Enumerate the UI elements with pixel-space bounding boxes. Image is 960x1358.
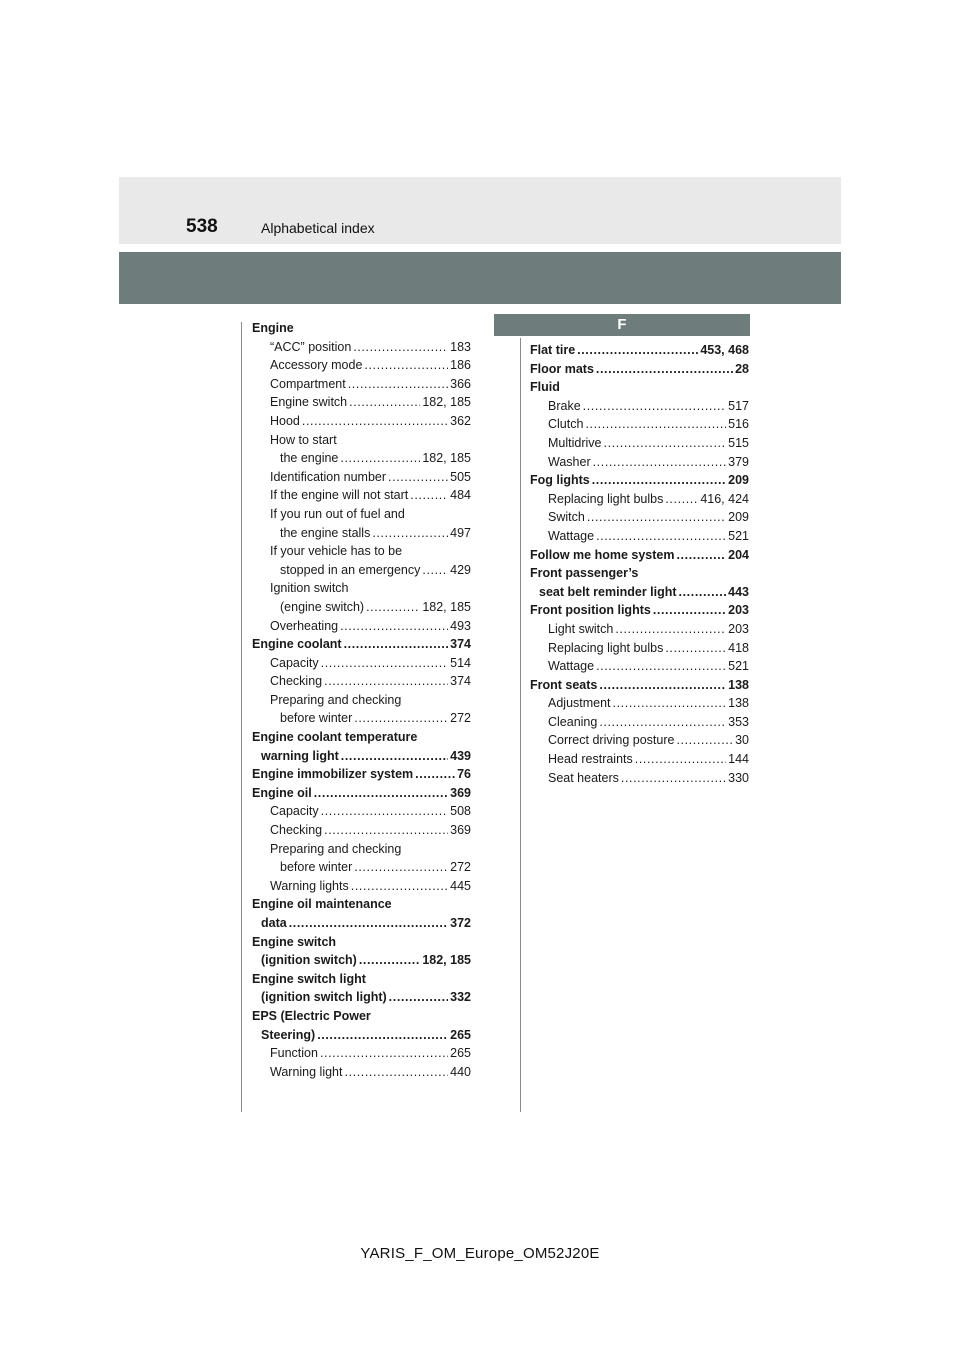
index-entry-page: 508 (450, 804, 471, 819)
index-entry-term: Washer (548, 454, 591, 469)
index-entry-term: Engine (252, 321, 294, 335)
dot-leader (583, 397, 726, 416)
index-entry (252, 728, 471, 747)
index-entry-term: Engine switch (252, 934, 337, 949)
index-column-left (252, 319, 471, 1081)
index-entry-term: If you run out of fuel and (270, 506, 405, 521)
index-entry (252, 840, 471, 859)
index-entry-term: Head restraints (548, 752, 633, 767)
index-entry (252, 988, 471, 1007)
dot-leader (621, 769, 726, 788)
index-entry (530, 341, 749, 360)
index-entry-term: Overheating (270, 618, 339, 633)
index-entry (530, 583, 749, 602)
index-entry-page: 369 (450, 785, 471, 800)
dot-leader (587, 508, 726, 527)
dot-leader (353, 338, 448, 357)
index-entry-page: 138 (728, 696, 749, 711)
index-entry-term: Engine switch light (252, 971, 366, 986)
index-entry (252, 933, 471, 952)
index-entry (530, 694, 749, 713)
index-entry-term: Wattage (548, 528, 595, 543)
index-entry (252, 654, 471, 673)
index-entry (252, 319, 471, 338)
dot-leader (324, 821, 448, 840)
index-entry-term: Engine oil (252, 785, 312, 800)
dot-leader (372, 524, 448, 543)
index-entry-term: the engine (280, 451, 339, 466)
dot-leader (388, 468, 448, 487)
index-entry-page: 272 (450, 860, 471, 875)
index-entry-term: Replacing light bulbs (548, 491, 664, 506)
index-entry-page: 353 (728, 714, 749, 729)
index-entry-term: Seat heaters (548, 770, 619, 785)
dot-leader (344, 635, 449, 654)
index-entry (252, 468, 471, 487)
index-entry-page: 379 (728, 454, 749, 469)
index-entry-term: Engine immobilizer system (252, 767, 414, 782)
index-entry-page: 203 (728, 621, 749, 636)
index-entry (252, 970, 471, 989)
index-entry (252, 1007, 471, 1026)
index-entry-term: data (261, 916, 287, 930)
index-entry-page: 372 (450, 916, 471, 930)
index-entry (252, 486, 471, 505)
dot-leader (415, 765, 455, 784)
index-entry (530, 639, 749, 658)
index-entry-page: 497 (450, 525, 471, 540)
dot-leader (317, 1026, 448, 1045)
header-band (119, 177, 841, 244)
index-entry-term: Wattage (548, 659, 595, 674)
dot-leader (596, 657, 726, 676)
index-entry (252, 542, 471, 561)
dot-leader (364, 356, 448, 375)
index-entry (252, 1026, 471, 1045)
index-entry (530, 360, 749, 379)
index-entry-page: 28 (735, 361, 749, 376)
dot-leader (410, 486, 448, 505)
index-entry-term: stopped in an emergency (280, 562, 421, 577)
index-entry (252, 821, 471, 840)
dot-leader (348, 375, 448, 394)
dot-leader (665, 639, 726, 658)
dot-leader (635, 750, 726, 769)
index-entry-term: Engine switch (270, 395, 348, 410)
index-entry-term: Engine oil maintenance (252, 897, 392, 912)
dot-leader (349, 393, 420, 412)
index-entry-page: 30 (735, 733, 749, 748)
index-entry-page: 138 (728, 677, 749, 692)
index-entry-term: How to start (270, 432, 337, 447)
dot-leader (351, 877, 448, 896)
index-entry (252, 895, 471, 914)
index-entry-term: Correct driving posture (548, 733, 675, 748)
left-column-rule (241, 322, 242, 1112)
index-entry-page: 521 (728, 659, 749, 674)
index-entry-term: Engine coolant (252, 637, 342, 652)
index-entry (252, 393, 471, 412)
index-entry-term: Clutch (548, 417, 584, 432)
dot-leader (354, 709, 448, 728)
index-entry (252, 1044, 471, 1063)
index-entry-term: Function (270, 1046, 318, 1061)
index-entry-term: Hood (270, 413, 300, 428)
index-entry-page: 521 (728, 528, 749, 543)
index-entry (252, 338, 471, 357)
index-entry (530, 397, 749, 416)
index-entry (530, 434, 749, 453)
index-entry-term: (ignition switch) (261, 953, 357, 968)
index-letter-heading: F (494, 314, 750, 336)
dot-leader (577, 341, 698, 360)
index-entry (252, 524, 471, 543)
index-entry-term: Warning light (270, 1064, 343, 1079)
index-entry-page: 515 (728, 435, 749, 450)
index-entry-page: 445 (450, 878, 471, 893)
index-entry (252, 561, 471, 580)
index-entry-page: 369 (450, 823, 471, 838)
index-entry-page: 182, 185 (422, 451, 471, 466)
index-entry-term: Checking (270, 674, 323, 689)
header-dark-band (119, 252, 841, 304)
index-entry-term: Multidrive (548, 435, 602, 450)
index-entry-term: EPS (Electric Power (252, 1008, 371, 1023)
index-entry (252, 802, 471, 821)
index-entry-page: 203 (728, 603, 749, 618)
right-column-rule (520, 338, 521, 1112)
index-entry-term: Cleaning (548, 714, 598, 729)
index-entry-page: 332 (450, 990, 471, 1005)
index-entry-term: Compartment (270, 376, 346, 391)
index-entry (530, 620, 749, 639)
index-entry-term: (ignition switch light) (261, 990, 387, 1005)
index-entry (252, 951, 471, 970)
index-entry-page: 505 (450, 469, 471, 484)
index-entry-term: Fluid (530, 380, 560, 395)
index-entry-page: 439 (450, 748, 471, 763)
index-entry-term: before winter (280, 860, 353, 875)
dot-leader (593, 453, 727, 472)
index-entry (252, 784, 471, 803)
index-entry-page: 265 (450, 1046, 471, 1061)
dot-leader (359, 951, 421, 970)
dot-leader (676, 546, 726, 565)
dot-leader (321, 802, 449, 821)
index-entry-term: If the engine will not start (270, 488, 409, 503)
dot-leader (613, 694, 727, 713)
index-entry-term: Light switch (548, 621, 614, 636)
index-entry (530, 378, 749, 397)
index-entry-page: 183 (450, 339, 471, 354)
index-entry-term: If your vehicle has to be (270, 544, 403, 559)
dot-leader (599, 713, 726, 732)
index-entry (252, 914, 471, 933)
dot-leader (341, 747, 448, 766)
index-entry (252, 747, 471, 766)
index-entry (530, 471, 749, 490)
dot-leader (592, 471, 726, 490)
index-entry-page: 182, 185 (422, 395, 471, 410)
dot-leader (615, 620, 726, 639)
index-entry-term: Front passenger’s (530, 566, 639, 581)
index-entry-page: 362 (450, 413, 471, 428)
index-entry (252, 765, 471, 784)
index-entry (252, 617, 471, 636)
index-entry-page: 416, 424 (700, 491, 749, 506)
index-entry-page: 76 (457, 767, 471, 782)
index-entry-term: “ACC” position (270, 339, 352, 354)
index-entry-term: Preparing and checking (270, 692, 402, 707)
index-entry-term: Warning lights (270, 878, 349, 893)
index-entry (530, 750, 749, 769)
dot-leader (599, 676, 726, 695)
index-entry-page: 204 (728, 547, 749, 562)
index-entry-term: Steering) (261, 1027, 316, 1042)
index-entry (252, 412, 471, 431)
index-entry (252, 858, 471, 877)
dot-leader (324, 672, 448, 691)
dot-leader (604, 434, 727, 453)
index-entry-term: Front seats (530, 677, 598, 692)
dot-leader (422, 561, 448, 580)
index-entry-page: 272 (450, 711, 471, 726)
index-entry-term: Capacity (270, 655, 319, 670)
index-entry-page: 517 (728, 398, 749, 413)
index-entry-page: 429 (450, 562, 471, 577)
index-entry (252, 877, 471, 896)
index-entry (530, 676, 749, 695)
index-entry-term: Adjustment (548, 696, 611, 711)
index-entry-term: Accessory mode (270, 358, 363, 373)
index-entry (252, 449, 471, 468)
dot-leader (354, 858, 448, 877)
section-title: Alphabetical index (261, 220, 375, 236)
dot-leader (596, 527, 726, 546)
index-entry-term: Fog lights (530, 473, 590, 488)
dot-leader (314, 784, 448, 803)
index-entry-term: Identification number (270, 469, 387, 484)
dot-leader (676, 731, 733, 750)
dot-leader (340, 617, 448, 636)
dot-leader (653, 601, 726, 620)
dot-leader (340, 449, 420, 468)
index-entry (530, 731, 749, 750)
index-entry-page: 440 (450, 1064, 471, 1079)
index-entry (252, 375, 471, 394)
index-entry-page: 209 (728, 473, 749, 488)
index-entry (530, 546, 749, 565)
index-entry (530, 490, 749, 509)
index-entry (252, 672, 471, 691)
index-entry-term: Flat tire (530, 343, 576, 357)
index-entry (530, 564, 749, 583)
index-entry-term: Preparing and checking (270, 841, 402, 856)
index-entry-term: the engine stalls (280, 525, 371, 540)
index-entry-term: Follow me home system (530, 547, 675, 562)
index-entry (530, 453, 749, 472)
index-entry-page: 144 (728, 752, 749, 767)
index-entry (530, 415, 749, 434)
dot-leader (366, 598, 420, 617)
index-entry (530, 769, 749, 788)
index-entry-term: Replacing light bulbs (548, 640, 664, 655)
index-entry-term: Ignition switch (270, 581, 349, 596)
index-entry-page: 493 (450, 618, 471, 633)
index-entry-term: Checking (270, 823, 323, 838)
index-entry-term: warning light (261, 748, 339, 763)
index-entry-term: Brake (548, 398, 581, 413)
dot-leader (665, 490, 698, 509)
index-entry (252, 635, 471, 654)
index-entry (530, 508, 749, 527)
dot-leader (585, 415, 726, 434)
dot-leader (289, 914, 448, 933)
index-entry (252, 709, 471, 728)
dot-leader (345, 1063, 449, 1082)
index-entry-page: 484 (450, 488, 471, 503)
index-entry (252, 356, 471, 375)
index-entry-term: Capacity (270, 804, 319, 819)
index-entry-page: 366 (450, 376, 471, 391)
index-entry-term: Front position lights (530, 603, 651, 618)
dot-leader (321, 654, 449, 673)
index-entry-term: before winter (280, 711, 353, 726)
index-entry-page: 374 (450, 674, 471, 689)
index-entry-page: 182, 185 (422, 953, 471, 968)
index-entry (530, 527, 749, 546)
index-entry-term: Engine coolant temperature (252, 730, 418, 745)
index-entry-term: seat belt reminder light (539, 584, 677, 599)
dot-leader (389, 988, 448, 1007)
index-entry (252, 1063, 471, 1082)
index-entry-page: 453, 468 (700, 343, 749, 357)
dot-leader (320, 1044, 448, 1063)
index-entry-page: 418 (728, 640, 749, 655)
index-entry-page: 443 (728, 584, 749, 599)
index-entry (252, 579, 471, 598)
index-entry (252, 505, 471, 524)
index-column-right (530, 341, 749, 787)
index-entry-term: Switch (548, 510, 585, 525)
index-entry-page: 186 (450, 358, 471, 373)
index-entry-term: (engine switch) (280, 599, 365, 614)
document-code-footer: YARIS_F_OM_Europe_OM52J20E (360, 1245, 600, 1262)
page-number: 538 (186, 216, 218, 237)
index-entry (530, 601, 749, 620)
index-entry-page: 374 (450, 637, 471, 652)
dot-leader (302, 412, 448, 431)
index-entry (252, 691, 471, 710)
dot-leader (679, 583, 727, 602)
dot-leader (596, 360, 733, 379)
index-entry (252, 431, 471, 450)
index-entry-page: 209 (728, 510, 749, 525)
index-entry (530, 657, 749, 676)
index-entry-page: 330 (728, 770, 749, 785)
index-entry-page: 182, 185 (422, 599, 471, 614)
index-entry-page: 514 (450, 655, 471, 670)
index-entry-page: 516 (728, 417, 749, 432)
index-entry (530, 713, 749, 732)
index-entry (252, 598, 471, 617)
index-entry-page: 265 (450, 1027, 471, 1042)
index-entry-term: Floor mats (530, 361, 594, 376)
